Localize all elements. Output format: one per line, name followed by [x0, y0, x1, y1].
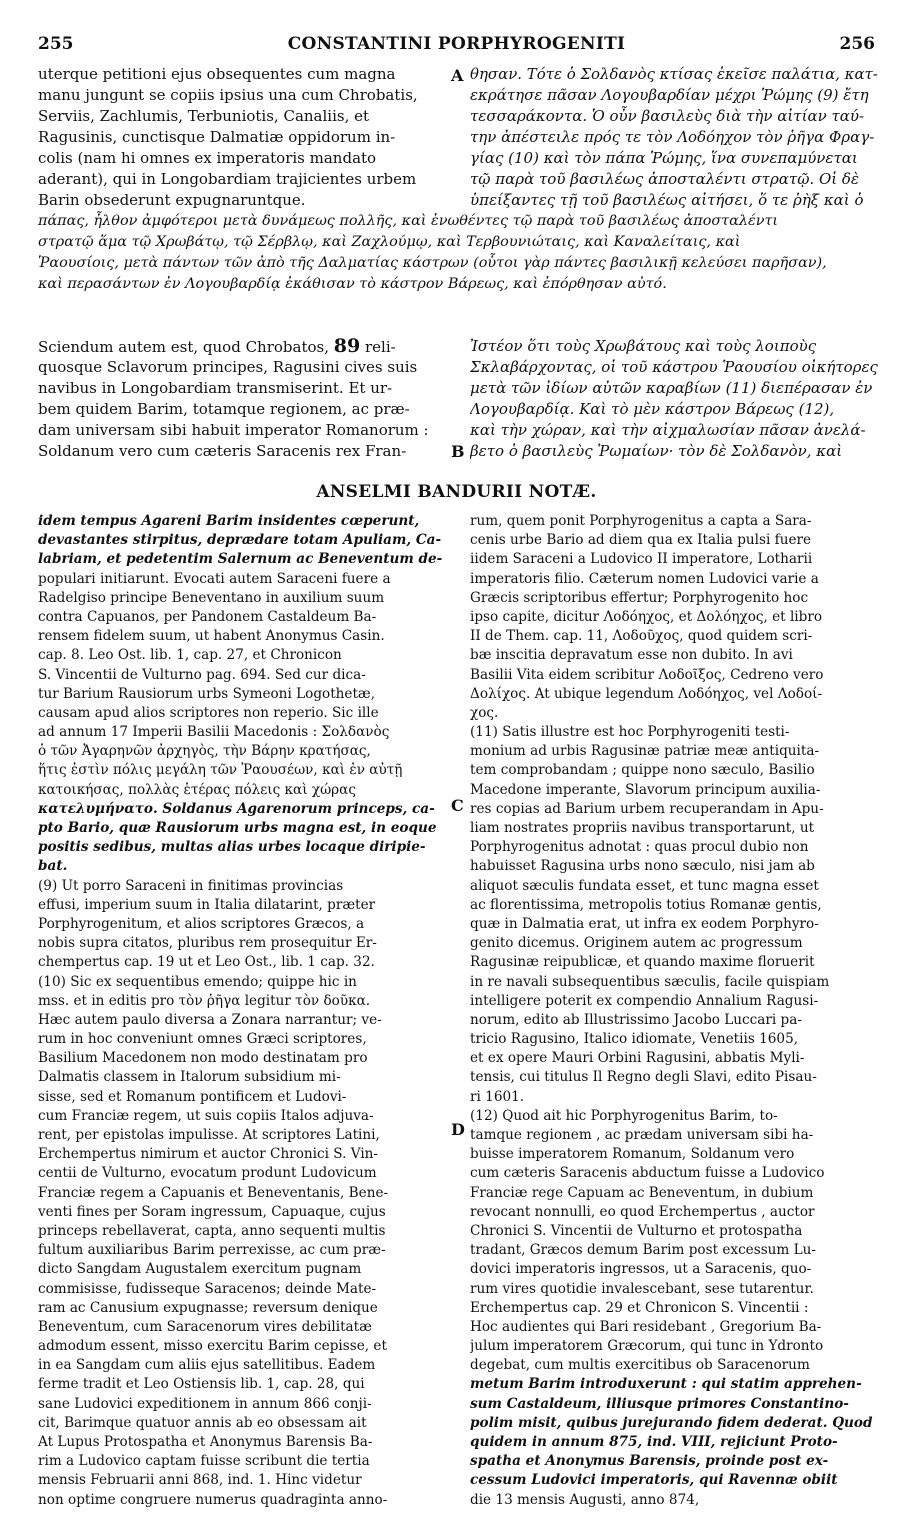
note-line: Porphyrogenitum, et alios scriptores Græcos, a — [38, 915, 365, 932]
note-line: res copias ad Barium urbem recuperandam in Apu- — [470, 800, 824, 817]
note-line: tamque regionem , ac prædam universam sibi ha- — [470, 1127, 814, 1143]
note-line: aliquot sæculis fundata esset, et tunc magna esset — [470, 877, 819, 894]
note-line: cenis urbe Bario ad diem qua ex Italia pulsi fuere — [470, 532, 812, 549]
note-line: Erchempertus cap. 29 et Chronicon S. Vincentii : — [470, 1299, 809, 1316]
greek-line: γίας (10) καὶ τὸν πάπα Ῥώμης, ἵνα συνεπαμύνεται — [470, 149, 858, 167]
note-line: κατοικήσας, πολλὰς ἑτέρας πόλεις καὶ χώρας — [38, 781, 356, 798]
line-segment: reli- — [360, 338, 396, 356]
page-number-right: 256 — [839, 34, 875, 54]
greek-line: Ῥαουσίοις, μετὰ πάντων τῶν ἀπὸ τῆς Δαλματίας κάστρων (οὗτοι γὰρ πάντες βασιλικῇ κελεύσει παρῆσαν), — [38, 255, 827, 271]
greek-line: στρατῷ ἅμα τῷ Χρωβάτῳ, τῷ Σέρβλῳ, καὶ Ζαχλούμῳ, καὶ Τερβουνιώταις, καὶ Καναλείταις, καὶ — [38, 234, 741, 250]
note-line: Græcis scriptoribus effertur; Porphyrogenito hoc — [470, 589, 809, 606]
margin-marker-c: C — [451, 796, 464, 815]
note-line: rim a Ludovico captam fuisse scribunt die tertia — [38, 1453, 370, 1470]
note-line: ἥτις ἐστὶν πόλις μεγάλη τῶν Ῥαουσέων, καὶ ἐν αὐτῇ — [38, 762, 403, 779]
greek-line: εκράτησε πᾶσαν Λογουβαρδίαν μέχρι Ῥώμης (9) ἔτη — [470, 86, 869, 104]
greek-line: τεσσαράκοντα. Ὁ οὖν βασιλεὺς διὰ τὴν αἰτίαν ταύ- — [470, 107, 865, 125]
note-line: norum, edito ab Illustrissimo Jacobo Luccari pa- — [470, 1011, 802, 1028]
latin-line: manu jungunt se copiis ipsius una cum Chrobatis, — [38, 86, 418, 104]
greek-line: ὑπείξαντες τῇ τοῦ βασιλέως αἰτήσει, ὅ τε ῥὴξ καὶ ὁ — [470, 191, 864, 209]
note-line: tricio Ragusino, Italico idiomate, Venetiis 1605, — [470, 1031, 799, 1048]
note-line: Hoc audientes qui Bari residebant , Gregorium Ba- — [470, 1318, 822, 1335]
greek-line: τῷ παρὰ τοῦ βασιλέως ἀποσταλέντι στρατῷ. Οἱ δὲ — [470, 170, 859, 188]
greek-line: βετο ὁ βασιλεὺς Ῥωμαίων· τὸν δὲ Σολδανὸν, καὶ — [470, 442, 843, 460]
note-line: Δολίχος. At ubique legendum Λοδόηχος, vel Λοδοί- — [470, 685, 823, 702]
note-line: labriam, et pedetentim Salernum ac Beneventum de- — [38, 551, 443, 568]
note-line: tem comprobandam ; quippe nono sæculo, Basilio — [470, 762, 815, 779]
note-line: imperatoris filio. Cæterum nomen Ludovici varie a — [470, 570, 819, 587]
note-line: Basilium Macedonem non modo destinatam pro — [38, 1050, 368, 1067]
note-line: dicto Sangdam Augustalem exercitum pugnam — [38, 1261, 362, 1278]
note-line: fultum auxiliaribus Barim perrexisse, ac cum præ- — [38, 1242, 386, 1259]
greek-column-middle — [470, 336, 878, 462]
greek-line: μετὰ τῶν ἰδίων αὐτῶν καραβίων (11) διεπέρασαν ἐν — [470, 379, 873, 397]
note-line: mss. et in editis pro τὸν ῥῆγα legitur τὸν δοῦκα. — [38, 992, 371, 1009]
note-line: pto Bario, quæ Rausiorum urbs magna est, in eoque — [38, 820, 437, 836]
note-line: devastantes stirpitus, deprædare totam Apuliam, Ca- — [38, 532, 442, 549]
note-line: in ea Sangdam cum aliis ejus satellitibus. Eadem — [38, 1357, 376, 1374]
note-line: Radelgiso principe Beneventano in auxilium suum — [38, 589, 385, 606]
running-header — [38, 34, 875, 56]
note-line: II de Them. cap. 11, Λοδοῦχος, quod quidem scri- — [470, 628, 813, 645]
note-line: quidem in annum 875, ind. VIII, rejiciunt Proto- — [470, 1434, 838, 1450]
greek-line: καὶ τὴν χώραν, καὶ τὴν αἰχμαλωσίαν πᾶσαν ἀνελά- — [470, 421, 866, 439]
note-line: degebat, cum multis exercitibus ob Saracenorum — [470, 1357, 810, 1374]
note-line: At Lupus Protospatha et Anonymus Barensis Ba- — [38, 1434, 373, 1450]
note-line: ri 1601. — [470, 1088, 525, 1105]
latin-line — [38, 336, 448, 357]
note-line: sisse, sed et Romanum pontificem et Ludovi- — [38, 1088, 347, 1105]
greek-line: Σκλαβάρχοντας, οἱ τοῦ κάστρου Ῥαουσίου οἰκήτορες — [470, 358, 878, 376]
latin-line: dam universam sibi habuit imperator Romanorum : — [38, 421, 429, 439]
latin-line: Soldanum vero cum cæteris Saracenis rex Fran- — [38, 442, 407, 460]
note-line: tradant, Græcos demum Barim post excessum Lu- — [470, 1242, 817, 1259]
note-line: rum in hoc conveniunt omnes Græci scriptores, — [38, 1031, 367, 1048]
latin-line: Barin obsederunt expugnaruntque. — [38, 191, 306, 209]
note-line: die 13 mensis Augusti, anno 874, — [470, 1491, 700, 1508]
greek-line: Ἰστέον ὅτι τοὺς Χρωβάτους καὶ τοὺς λοιποὺς — [470, 337, 817, 355]
note-line: Ragusinæ reipublicæ, et quando maxime floruerit — [470, 954, 815, 971]
greek-line: καὶ περασάντων ἐν Λογουβαρδίᾳ ἐκάθισαν τὸ κάστρον Βάρεως, καὶ ἐπόρθησαν αὐτό. — [38, 276, 667, 292]
note-line: Basilii Vita eidem scribitur Λοδοῖξος, Cedreno vero — [470, 666, 824, 683]
note-line: cit, Barimque quatuor annis ab eo obsessam ait — [38, 1414, 367, 1431]
note-line: revocant nonnulli, eo quod Erchempertus , auctor — [470, 1203, 815, 1220]
note-line: sum Castaldeum, illiusque primores Constantino- — [470, 1395, 849, 1412]
note-line: cap. 8. Leo Ost. lib. 1, cap. 27, et Chronicon — [38, 647, 342, 664]
note-line: bæ inscitia depravatum esse non dubito. In avi — [470, 647, 793, 664]
note-line: causam apud alios scriptores non reperio. Sic ille — [38, 704, 379, 721]
note-line: ad annum 17 Imperii Basilii Macedonis : Σολδανὸς — [38, 724, 390, 741]
latin-line: uterque petitioni ejus obsequentes cum magna — [38, 65, 396, 83]
latin-line: bem quidem Barim, totamque regionem, ac præ- — [38, 400, 410, 418]
note-line: Erchempertus nimirum et auctor Chronici S. Vin- — [38, 1146, 379, 1163]
margin-marker-a: A — [451, 66, 464, 85]
note-line: Franciæ rege Capuam ac Beneventum, in dubium — [470, 1184, 814, 1201]
note-line: et ex opere Mauri Orbini Ragusini, abbatis Myli- — [470, 1050, 805, 1067]
running-title: CONSTANTINI PORPHYROGENITI — [287, 34, 626, 54]
note-line: ipso capite, dicitur Λοδόηχος, et Δολόηχος, et libro — [470, 608, 823, 625]
note-line: centii de Vulturno, evocatum produnt Ludovicum — [38, 1165, 377, 1182]
note-line: intelligere poterit ex compendio Annalium Ragusi- — [470, 992, 819, 1009]
note-line: ferme tradit et Leo Ostiensis lib. 1, cap. 28, qui — [38, 1376, 365, 1393]
latin-column-middle — [38, 336, 448, 462]
note-line: tur Barium Rausiorum urbs Symeoni Logothetæ, — [38, 685, 376, 702]
note-line: metum Barim introduxerunt : qui statim apprehen- — [470, 1376, 862, 1393]
note-line: commisisse, fudisseque Saracenos; deinde Mate- — [38, 1280, 377, 1297]
note-line: positis sedibus, multas alias urbes locaque diripie- — [38, 839, 426, 856]
note-line: rent, per epistolas impulisse. At scriptores Latini, — [38, 1127, 380, 1143]
section-number: 89 — [333, 336, 361, 357]
note-line: cum cæteris Saracenis abductum fuisse a Ludovico — [470, 1165, 825, 1182]
note-line: Hæc autem paulo diversa a Zonara narrantur; ve- — [38, 1011, 382, 1028]
note-line: in re navali subsequentibus sæculis, facile quispiam — [470, 973, 830, 990]
note-line: iidem Saraceni a Ludovico II imperatore, Lotharii — [470, 551, 813, 568]
note-line: sane Ludovici expeditionem in annum 866 conji- — [38, 1395, 372, 1412]
note-line: mensis Februarii anni 868, ind. 1. Hinc videtur — [38, 1472, 362, 1489]
notes-heading: ANSELMI BANDURII NOTÆ. — [316, 482, 597, 502]
note-line: spatha et Anonymus Barensis, proinde post ex- — [470, 1453, 829, 1470]
note-line: monium ad urbis Ragusinæ patriæ meæ antiquita- — [470, 743, 820, 760]
note-line: liam nostrates propriis navibus transportarunt, ut — [470, 820, 815, 836]
note-line: rum vires quotidie invalescebant, sese tutarentur. — [470, 1280, 814, 1297]
greek-line: την ἀπέστειλε πρός τε τὸν Λοδόηχον τὸν ῥῆγα Φραγ- — [470, 128, 875, 146]
note-line: princeps rebellaverat, capta, anno sequenti multis — [38, 1222, 386, 1239]
note-line: quæ in Dalmatia erat, ut infra ex eodem Porphyro- — [470, 915, 819, 932]
note-line: cessum Ludovici imperatoris, qui Ravennæ obiit — [470, 1472, 838, 1489]
notes-column-right — [470, 512, 878, 1510]
greek-text-full-width — [38, 211, 878, 295]
note-line: Dalmatis classem in Italorum subsidium mi- — [38, 1069, 341, 1086]
note-line: ὁ τῶν Ἀγαρηνῶν ἀρχηγὸς, τὴν Βάρην κρατήσας, — [38, 743, 371, 760]
note-line: genito dicemus. Originem autem ac progressum — [470, 935, 803, 952]
greek-column-top — [470, 64, 878, 211]
note-line: Porphyrogenitus adnotat : quas procul dubio non — [470, 839, 809, 856]
note-line: ram ac Canusium expugnasse; reversum denique — [38, 1299, 378, 1316]
latin-line: Ragusinis, cunctisque Dalmatiæ oppidorum in- — [38, 128, 396, 146]
note-line: rum, quem ponit Porphyrogenitus a capta a Sara- — [470, 513, 812, 529]
greek-line: πάπας, ἦλθον ἀμφότεροι μετὰ δυνάμεως πολλῆς, καὶ ἑνωθέντες τῷ παρὰ τοῦ βασιλέως ἀποσταλέντι — [38, 213, 779, 229]
note-line: bat. — [38, 858, 68, 875]
note-line: polim misit, quibus jurejurando fidem dederat. Quod — [470, 1414, 873, 1431]
note-line: S. Vincentii de Vulturno pag. 694. Sed cur dica- — [38, 666, 366, 683]
note-line: (9) Ut porro Saraceni in finitimas provincias — [38, 877, 344, 894]
margin-marker-d: D — [451, 1120, 465, 1139]
note-line: idem tempus Agareni Barim insidentes cœperunt, — [38, 513, 420, 529]
latin-line: aderant), qui in Longobardiam trajicientes urbem — [38, 170, 417, 188]
latin-column-top — [38, 64, 448, 211]
note-line: admodum essent, misso exercitu Barim cepisse, et — [38, 1338, 387, 1355]
note-line: Franciæ regem a Capuanis et Beneventanis, Bene- — [38, 1184, 389, 1201]
note-line: cum Franciæ regem, ut suis copiis Italos adjuva- — [38, 1107, 374, 1124]
note-line: effusi, imperium suum in Italia dilatarint, præter — [38, 896, 376, 913]
margin-marker-b: B — [451, 442, 465, 461]
latin-line: navibus in Longobardiam transmiserint. Et ur- — [38, 379, 393, 397]
note-line: tensis, cui titulus Il Regno degli Slavi, edito Pisau- — [470, 1069, 817, 1086]
note-line: julum imperatorem Græcorum, qui tunc in Ydronto — [470, 1338, 824, 1355]
note-line: habuisset Ragusina urbs nono sæculo, nisi jam ab — [470, 858, 815, 875]
note-line: dovici imperatoris ingressos, ut a Saracenis, quo- — [470, 1261, 812, 1278]
note-line: (11) Satis illustre est hoc Porphyrogeniti testi- — [470, 724, 790, 741]
note-line: κατελυμήνατο. Soldanus Agarenorum princeps, ca- — [38, 800, 435, 817]
note-line: ac florentissima, metropolis totius Romanæ gentis, — [470, 896, 822, 913]
latin-line: colis (nam hi omnes ex imperatoris mandato — [38, 149, 377, 167]
note-line: non optime congruere numerus quadraginta anno- — [38, 1491, 388, 1508]
note-line: contra Capuanos, per Pandonem Castaldeum Ba- — [38, 608, 377, 625]
note-line: buisse imperatorem Romanum, Soldanum vero — [470, 1146, 795, 1163]
note-line: (10) Sic ex sequentibus emendo; quippe hic in — [38, 973, 357, 990]
note-line: Macedone imperante, Slavorum principum auxilia- — [470, 781, 821, 798]
note-line: Beneventum, cum Saracenorum vires debilitatæ — [38, 1318, 372, 1335]
note-line: χος. — [470, 704, 499, 721]
note-line: Chronici S. Vincentii de Vulturno et protospatha — [470, 1222, 803, 1239]
note-line: chempertus cap. 19 ut et Leo Ost., lib. 1 cap. 32. — [38, 954, 375, 971]
notes-column-left — [38, 512, 448, 1510]
greek-line: Λογουβαρδίᾳ. Καὶ τὸ μὲν κάστρον Βάρεως (12), — [470, 400, 835, 418]
note-line: rensem fidelem suum, ut habent Anonymus Casin. — [38, 628, 385, 645]
note-line: nobis supra citatos, pluribus rem prosequitur Er- — [38, 935, 377, 952]
note-line: (12) Quod ait hic Porphyrogenitus Barim, to- — [470, 1107, 778, 1124]
note-line: venti fines per Soram ingressum, Capuaque, cujus — [38, 1203, 386, 1220]
greek-line: θησαν. Τότε ὁ Σολδανὸς κτίσας ἐκεῖσε παλάτια, κατ- — [470, 65, 878, 83]
latin-line: quosque Sclavorum principes, Ragusini cives suis — [38, 358, 418, 376]
note-line: populari initiarunt. Evocati autem Saraceni fuere a — [38, 570, 391, 587]
page-number-left: 255 — [38, 34, 74, 54]
line-segment: Sciendum autem est, quod Chrobatos, — [38, 338, 334, 356]
latin-line: Serviis, Zachlumis, Terbuniotis, Canaliis, et — [38, 107, 370, 125]
